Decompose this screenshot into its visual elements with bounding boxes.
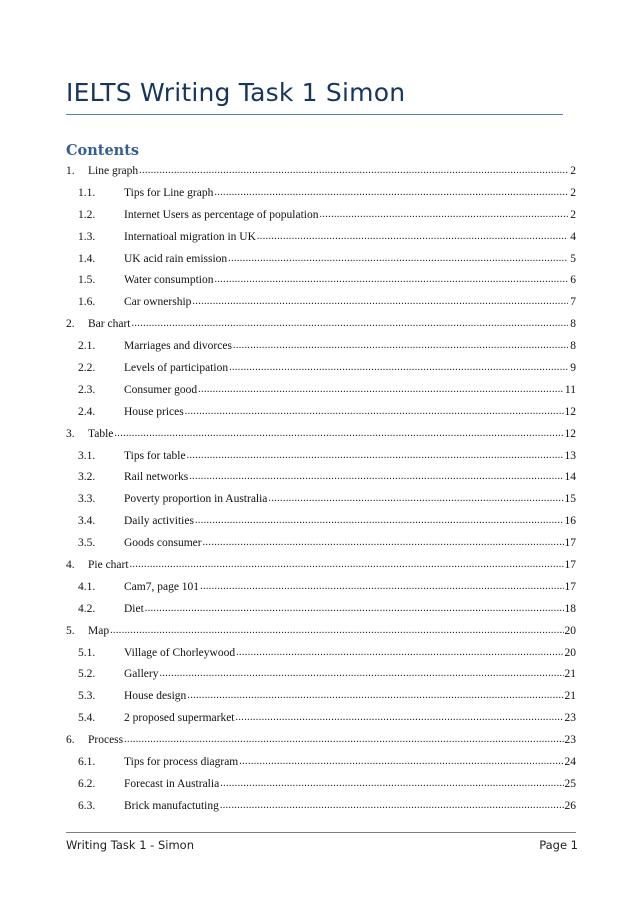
footer-document-name: Writing Task 1 - Simon (66, 838, 194, 852)
toc-entry-page: 20 (564, 646, 576, 659)
toc-subentry[interactable] (66, 510, 576, 532)
toc-dot-leader (110, 626, 563, 636)
toc-entry-page: 21 (564, 668, 576, 681)
toc-entry-number: 3.1. (78, 449, 96, 462)
document-title: IELTS Writing Task 1 Simon (66, 78, 406, 107)
toc-entry-title: Cam7, page 101 (124, 580, 200, 593)
toc-entry-page: 5 (570, 252, 576, 265)
toc-entry-title: Rail networks (124, 471, 189, 484)
toc-subentry[interactable] (66, 226, 576, 248)
toc-entry-page: 9 (570, 361, 576, 374)
toc-entry-page: 2 (570, 164, 576, 177)
toc-entry-title: Bar chart (88, 318, 131, 331)
toc-entry-title: House design (124, 690, 187, 703)
toc-dot-leader (195, 516, 564, 526)
toc-entry-title: Gallery (124, 668, 159, 681)
toc-subentry[interactable] (66, 182, 576, 204)
toc-dot-leader (130, 560, 564, 570)
toc-entry[interactable] (66, 160, 576, 182)
toc-dot-leader (257, 232, 568, 242)
toc-entry-number: 5.1. (78, 646, 96, 659)
toc-entry-page: 23 (564, 734, 576, 747)
toc-entry-title: Village of Chorleywood (124, 646, 236, 659)
toc-entry-page: 17 (564, 537, 576, 550)
toc-entry-number: 2.1. (78, 340, 96, 353)
toc-entry-title: UK acid rain emission (124, 252, 228, 265)
toc-subentry[interactable] (66, 532, 576, 554)
toc-entry-title: Goods consumer (124, 537, 202, 550)
toc-dot-leader (145, 604, 564, 614)
toc-entry-page: 7 (570, 296, 576, 309)
toc-dot-leader (220, 779, 563, 789)
toc-entry-title: Internet Users as percentage of population (124, 208, 319, 221)
toc-entry-title: Process (88, 734, 124, 747)
toc-entry-number: 6.1. (78, 755, 96, 768)
toc-entry-title: Line graph (88, 164, 139, 177)
toc-entry-number: 5. (66, 624, 75, 637)
contents-heading: Contents (66, 142, 140, 159)
toc-entry-page: 21 (564, 690, 576, 703)
toc-dot-leader (268, 494, 563, 504)
toc-entry-number: 2.3. (78, 383, 96, 396)
toc-entry-number: 5.2. (78, 668, 96, 681)
toc-entry-number: 1.4. (78, 252, 96, 265)
toc-dot-leader (200, 582, 563, 592)
toc-subentry[interactable] (66, 401, 576, 423)
toc-entry-page: 17 (564, 580, 576, 593)
toc-dot-leader (236, 713, 564, 723)
toc-entry-title: Poverty proportion in Australia (124, 493, 268, 506)
toc-entry-page: 2 (570, 208, 576, 221)
toc-entry-page: 8 (570, 318, 576, 331)
toc-subentry[interactable] (66, 379, 576, 401)
toc-dot-leader (228, 254, 568, 264)
toc-subentry[interactable] (66, 685, 576, 707)
toc-dot-leader (239, 757, 563, 767)
toc-entry[interactable] (66, 620, 576, 642)
toc-entry-title: Consumer good (124, 383, 198, 396)
toc-entry-number: 1.2. (78, 208, 96, 221)
toc-entry-page: 15 (564, 493, 576, 506)
toc-entry-page: 12 (564, 405, 576, 418)
toc-subentry[interactable] (66, 576, 576, 598)
toc-entry-number: 1.1. (78, 186, 96, 199)
toc-entry-number: 6.2. (78, 777, 96, 790)
toc-dot-leader (189, 472, 563, 482)
toc-entry-page: 20 (564, 624, 576, 637)
toc-entry-page: 25 (564, 777, 576, 790)
toc-entry-number: 2.4. (78, 405, 96, 418)
footer-page-number: Page 1 (539, 838, 578, 852)
toc-subentry[interactable] (66, 248, 576, 270)
toc-entry-title: Tips for process diagram (124, 755, 239, 768)
toc-entry-title: Levels of participation (124, 361, 229, 374)
toc-subentry[interactable] (66, 488, 576, 510)
toc-entry[interactable] (66, 729, 576, 751)
toc-entry-number: 2.2. (78, 361, 96, 374)
toc-entry-page: 13 (564, 449, 576, 462)
toc-entry-number: 2. (66, 318, 75, 331)
toc-entry-page: 17 (564, 558, 576, 571)
toc-subentry[interactable] (66, 707, 576, 729)
toc-entry-title: Brick manufactuting (124, 799, 219, 812)
toc-subentry[interactable] (66, 204, 576, 226)
toc-entry-number: 5.3. (78, 690, 96, 703)
title-underline (66, 114, 563, 115)
toc-entry-number: 4.1. (78, 580, 96, 593)
toc-dot-leader (236, 648, 563, 658)
toc-subentry[interactable] (66, 598, 576, 620)
toc-subentry[interactable] (66, 291, 576, 313)
toc-entry-page: 14 (564, 471, 576, 484)
toc-entry-title: Car ownership (124, 296, 192, 309)
toc-entry-number: 1.5. (78, 274, 96, 287)
toc-dot-leader (185, 407, 564, 417)
toc-entry-page: 23 (564, 712, 576, 725)
toc-entry-page: 18 (564, 602, 576, 615)
toc-entry-number: 4.2. (78, 602, 96, 615)
toc-entry-page: 8 (570, 340, 576, 353)
toc-dot-leader (214, 188, 568, 198)
toc-entry[interactable] (66, 554, 576, 576)
toc-dot-leader (124, 735, 563, 745)
toc-entry-title: House prices (124, 405, 184, 418)
toc-subentry[interactable] (66, 773, 576, 795)
toc-dot-leader (139, 166, 568, 176)
toc-dot-leader (233, 341, 568, 351)
toc-entry-title: Forecast in Australia (124, 777, 220, 790)
toc-dot-leader (187, 691, 563, 701)
toc-entry-number: 5.4. (78, 712, 96, 725)
toc-entry-page: 11 (564, 383, 576, 396)
table-of-contents (66, 160, 576, 817)
toc-entry-number: 1.6. (78, 296, 96, 309)
toc-entry-number: 3.3. (78, 493, 96, 506)
toc-entry-number: 6.3. (78, 799, 96, 812)
toc-subentry[interactable] (66, 269, 576, 291)
toc-entry[interactable] (66, 313, 576, 335)
toc-dot-leader (319, 210, 568, 220)
toc-entry-page: 12 (564, 427, 576, 440)
toc-entry-number: 4. (66, 558, 75, 571)
toc-subentry[interactable] (66, 751, 576, 773)
toc-entry-title: Internatioal migration in UK (124, 230, 256, 243)
toc-subentry[interactable] (66, 357, 576, 379)
toc-entry-title: Map (88, 624, 110, 637)
toc-entry-title: Diet (124, 602, 144, 615)
toc-subentry[interactable] (66, 642, 576, 664)
toc-dot-leader (203, 538, 564, 548)
toc-dot-leader (214, 275, 568, 285)
toc-entry-title: Table (88, 427, 114, 440)
toc-entry-title: Tips for table (124, 449, 186, 462)
toc-dot-leader (192, 297, 568, 307)
toc-entry-number: 1. (66, 164, 75, 177)
toc-entry-title: Marriages and divorces (124, 340, 232, 353)
toc-entry-number: 3.4. (78, 515, 96, 528)
toc-entry-number: 1.3. (78, 230, 96, 243)
toc-entry-title: Daily activities (124, 515, 194, 528)
toc-entry-number: 3.2. (78, 471, 96, 484)
toc-dot-leader (187, 451, 564, 461)
toc-subentry[interactable] (66, 445, 576, 467)
toc-entry-page: 4 (570, 230, 576, 243)
toc-entry[interactable] (66, 423, 576, 445)
toc-subentry[interactable] (66, 795, 576, 817)
toc-entry-page: 24 (564, 755, 576, 768)
toc-dot-leader (159, 669, 563, 679)
toc-entry-number: 3.5. (78, 537, 96, 550)
toc-dot-leader (198, 385, 564, 395)
toc-entry-title: Water consumption (124, 274, 214, 287)
toc-dot-leader (114, 429, 563, 439)
toc-entry-title: Tips for Line graph (124, 186, 214, 199)
toc-entry-page: 26 (564, 799, 576, 812)
toc-entry-title: 2 proposed supermarket (124, 712, 235, 725)
toc-entry-page: 2 (570, 186, 576, 199)
toc-dot-leader (220, 801, 564, 811)
toc-dot-leader (229, 363, 568, 373)
toc-entry-page: 6 (570, 274, 576, 287)
toc-entry-number: 3. (66, 427, 75, 440)
toc-entry-number: 6. (66, 734, 75, 747)
footer-divider (66, 832, 576, 833)
toc-subentry[interactable] (66, 335, 576, 357)
toc-entry-page: 16 (564, 515, 576, 528)
toc-dot-leader (131, 319, 568, 329)
toc-subentry[interactable] (66, 663, 576, 685)
toc-subentry[interactable] (66, 466, 576, 488)
toc-entry-title: Pie chart (88, 558, 129, 571)
